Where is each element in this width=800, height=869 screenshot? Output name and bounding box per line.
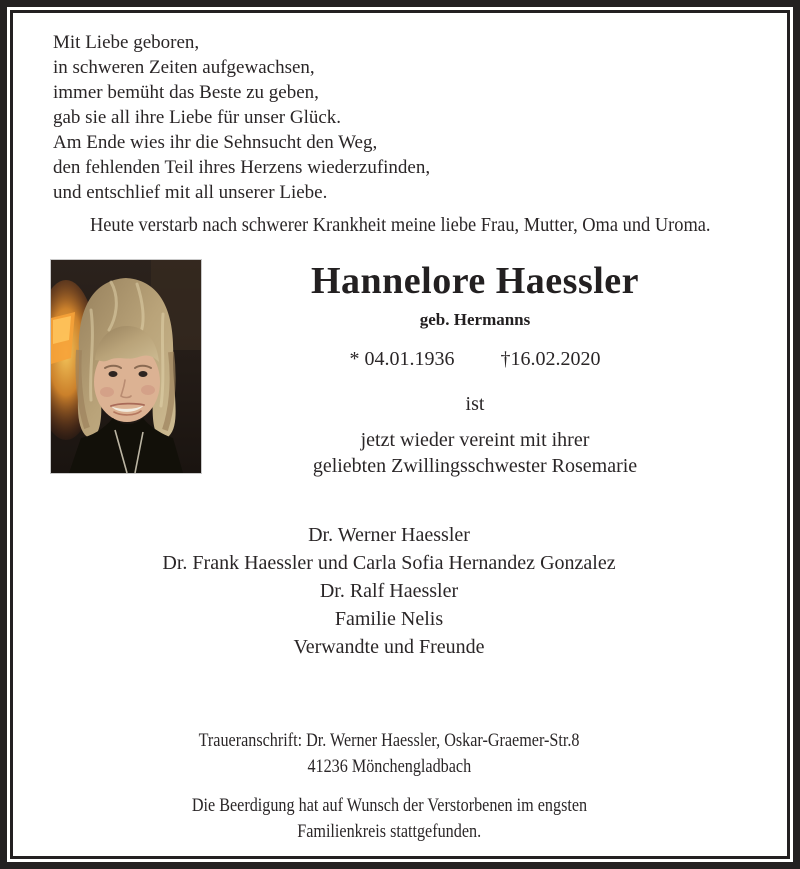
life-dates [200, 347, 750, 372]
connector-word: ist [465, 393, 485, 415]
funeral-line-text: Familienkreis stattgefunden. [297, 821, 481, 842]
poem-line: immer bemüht das Beste zu geben, [53, 82, 319, 103]
poem-line: in schweren Zeiten aufgewachsen, [53, 57, 315, 78]
reunion-text [200, 427, 750, 479]
mourner-line: Verwandte und Freunde [293, 636, 485, 658]
mourner-line: Dr. Ralf Haessler [319, 580, 459, 602]
mourner-line: Dr. Werner Haessler [308, 524, 470, 546]
poem-line: gab sie all ihre Liebe für unser Glück. [53, 107, 342, 128]
funeral-line-text: Die Beerdigung hat auf Wunsch der Verstorbenen im engsten [191, 795, 587, 816]
funeral-note [0, 793, 778, 845]
address-line-text: 41236 Mönchengladbach [307, 756, 471, 777]
portrait-illustration [51, 260, 201, 473]
deceased-photo [51, 260, 201, 473]
death-date: †16.02.2020 [500, 348, 601, 370]
poem-line: Am Ende wies ihr die Sehnsucht den Weg, [53, 132, 378, 153]
poem-line: den fehlenden Teil ihres Herzens wiederzufinden, [53, 157, 431, 178]
mourner-line: Familie Nelis [334, 608, 444, 630]
mourning-address [0, 728, 778, 780]
birth-date: * 04.01.1936 [349, 348, 455, 370]
address-line [0, 728, 778, 754]
memorial-poem [53, 30, 430, 205]
mourner-line: Dr. Frank Haessler und Carla Sofia Hernandez Gonzalez [162, 552, 616, 574]
address-line-text: Traueranschrift: Dr. Werner Haessler, Oskar-Graemer-Str.8 [198, 730, 580, 751]
funeral-line [0, 793, 778, 819]
death-announcement-text: Heute verstarb nach schwerer Krankheit meine liebe Frau, Mutter, Oma und Uroma. [89, 214, 711, 236]
poem-line: Mit Liebe geboren, [53, 32, 200, 53]
poem-line: und entschlief mit all unserer Liebe. [53, 182, 328, 203]
death-announcement-line [0, 214, 800, 237]
maiden-name: geb. Hermanns [419, 310, 531, 329]
address-line [0, 754, 778, 780]
reunion-line: jetzt wieder vereint mit ihrer [360, 429, 590, 451]
mourners-list [0, 521, 778, 661]
deceased-header-block [200, 261, 750, 479]
funeral-line [0, 819, 778, 845]
deceased-name: Hannelore Haessler [310, 260, 640, 302]
reunion-line: geliebten Zwillingsschwester Rosemarie [312, 455, 638, 477]
